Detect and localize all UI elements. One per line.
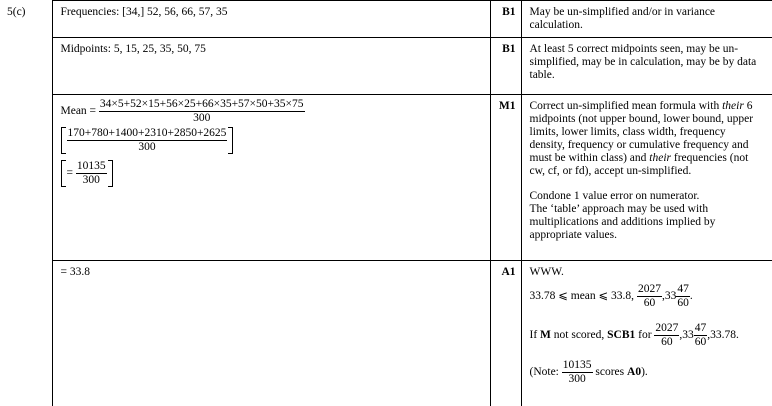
answer-cell: [52, 261, 490, 406]
mark-code: A1: [501, 266, 516, 278]
mark-code: B1: [502, 43, 516, 55]
guidance-cell: [521, 95, 772, 261]
table-approach-note: The ‘table’ approach may be used with multiplications and additions implied by appropriate values.: [529, 203, 716, 241]
guidance-text: At least 5 correct midpoints seen, may be un-simplified, may be in calculation, may be by data table.: [529, 43, 757, 81]
range-text: 33.78 ⩽ mean ⩽ 33.8,: [529, 290, 635, 303]
mean-guidance: [530, 100, 764, 178]
table-row: [0, 95, 772, 261]
guidance-cell: [521, 38, 772, 95]
guidance-cell: [521, 1, 772, 38]
guidance-text: May be un-simplified and/or in variance calculation.: [529, 6, 716, 31]
mean-denominator: 300: [193, 112, 211, 124]
alt-bracket: [61, 127, 234, 154]
note-fraction: $\frac{10135}{300}$: [562, 359, 592, 385]
answer-cell: [52, 1, 490, 38]
www-note: WWW.: [529, 266, 564, 278]
mark-cell: [490, 95, 521, 261]
alt-denominator: 300: [138, 141, 156, 153]
final-answer: = 33.8: [60, 266, 90, 278]
alt2-equals: =: [66, 167, 73, 180]
answer-cell: [52, 95, 490, 261]
mark-cell: [490, 1, 521, 38]
condone-note: Condone 1 value error on numerator.: [529, 190, 700, 202]
accepted-range: 33.78 ⩽ mean ⩽ 33.8, $\frac{2027}{60}$ ,33 $\frac{47}{60}$ .: [529, 283, 693, 309]
alt-fraction: [67, 127, 228, 154]
table-row: [0, 1, 772, 38]
answer-cell: [52, 38, 490, 95]
mark-code: B1: [502, 6, 516, 18]
alt2-fraction: [76, 160, 107, 187]
question-number: 5(c): [7, 5, 26, 18]
mark-cell: [490, 38, 521, 95]
midpoints-text: Midpoints: 5, 15, 25, 35, 50, 75: [60, 43, 206, 55]
a0-note: (Note: $\frac{10135}{300}$ scores A0).: [529, 359, 648, 385]
scb-fraction-1: $\frac{2027}{60}$: [655, 322, 679, 348]
mean-label: Mean =: [60, 105, 97, 118]
mean-fraction: [99, 98, 305, 125]
alt-numerator: 170+780+1400+2310+2850+2625: [67, 127, 227, 139]
question-cell: [0, 1, 52, 406]
guidance-cell: [521, 261, 772, 406]
mark-cell: [490, 261, 521, 406]
guidance-emphasis: their: [722, 100, 744, 112]
alt2-denominator: 300: [82, 174, 100, 186]
range-fraction-2: $\frac{47}{60}$: [677, 283, 689, 309]
scb-fraction-2: $\frac{47}{60}$: [694, 322, 707, 348]
guidance-text: frequencies (not cw, cf, or fd), accept un-simplified.: [529, 152, 749, 177]
alt2-numerator: 10135: [76, 160, 106, 172]
range-fraction-1: $\frac{2027}{60}$: [637, 283, 661, 309]
scb-note: If M not scored, SCB1 for $\frac{2027}{60}$ ,33 $\frac{47}{60}$ ,33.78.: [529, 322, 739, 348]
guidance-emphasis: their: [649, 152, 672, 164]
table-row: [0, 38, 772, 95]
mark-code: M1: [498, 100, 516, 112]
guidance-text: Correct un-simplified mean formula with: [529, 100, 723, 112]
mean-numerator: 34×5+52×15+56×25+66×35+57×50+35×75: [99, 98, 304, 110]
table-row: [0, 261, 772, 406]
guidance-text: 6 midpoints (not upper bound, lower bound, upper limits, lower limits, class width, frequency density, frequency or cumulative frequency and must be within class) and: [529, 100, 754, 164]
alt2-bracket: [61, 160, 113, 187]
mean-formula: [61, 98, 482, 125]
alt-formula: [61, 127, 482, 154]
frequencies-text: Frequencies: [34,] 52, 56, 66, 57, 35: [60, 6, 228, 18]
alt2-formula: [61, 160, 482, 187]
